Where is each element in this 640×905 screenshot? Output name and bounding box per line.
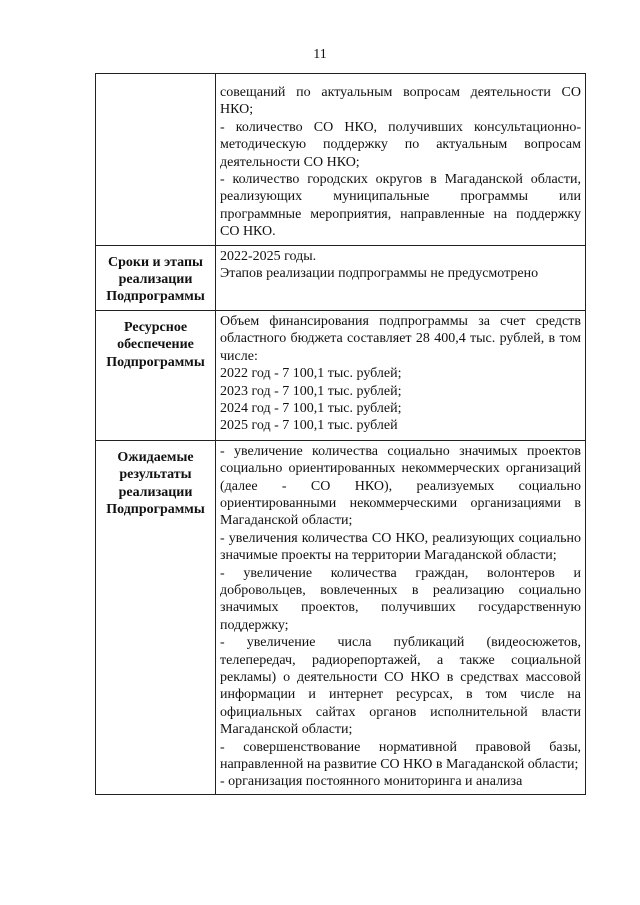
row-content-cell [216, 74, 586, 246]
passport-table [95, 73, 586, 795]
text-paragraph: 2022 год - 7 100,1 тыс. рублей; [220, 366, 402, 382]
row-label-cell: Ожидаемые результаты реализации Подпрограммы [96, 440, 216, 794]
text-paragraph: 2024 год - 7 100,1 тыс. рублей; [220, 400, 402, 416]
text-paragraph: - организация постоянного мониторинга и анализа [220, 774, 523, 790]
row-content-cell [216, 310, 586, 440]
row-content-cell [216, 440, 586, 794]
text-paragraph: - увеличение числа публикаций (видеосюжетов, телепередач, радиорепортажей, а также социальной рекламы) о деятельности СО НКО в средствах массовой информации и интернет ресурсах, в том числе на официальных сайтах органов исполнительной власти Магаданской области; [220, 635, 581, 738]
row-content-cell [216, 245, 586, 310]
page-number: 11 [313, 47, 327, 62]
table-row [96, 440, 586, 794]
row-label-cell: Сроки и этапы реализации Подпрограммы [96, 245, 216, 310]
text-paragraph: 2023 год - 7 100,1 тыс. рублей; [220, 383, 402, 399]
table-row [96, 74, 586, 246]
text-paragraph: 2025 год - 7 100,1 тыс. рублей [220, 418, 398, 434]
row-label-cell [96, 74, 216, 246]
text-paragraph: - увеличение количества социально значимых проектов социально ориентированных некоммерческих организаций (далее - СО НКО), реализуемых социально ориентированными некоммерческими организациями в Магаданской области; [220, 443, 581, 529]
text-paragraph: - совершенствование нормативной правовой базы, направленной на развитие СО НКО в Магаданской области; [220, 739, 581, 773]
text-paragraph: 2022-2025 годы. [220, 248, 317, 264]
text-paragraph: Объем финансирования подпрограммы за счет средств областного бюджета составляет 28 400,4 тыс. рублей, в том числе: [220, 313, 581, 364]
text-paragraph: - увеличение количества граждан, волонтеров и добровольцев, вовлеченных в реализацию социально значимых проектов, получивших государственную поддержку; [220, 565, 581, 633]
text-paragraph: совещаний по актуальным вопросам деятельности СО НКО; [220, 85, 581, 118]
table-row [96, 245, 586, 310]
text-paragraph: - количество городских округов в Магаданской области, реализующих муниципальные программы или программные мероприятия, направленные на поддержку СО НКО. [220, 172, 581, 240]
text-paragraph: - количество СО НКО, получивших консультационно-методическую поддержку по актуальным вопросам деятельности СО НКО; [220, 119, 581, 170]
row-label-cell: Ресурсное обеспечение Подпрограммы [96, 310, 216, 440]
text-paragraph: Этапов реализации подпрограммы не предусмотрено [220, 266, 539, 282]
text-paragraph: - увеличения количества СО НКО, реализующих социально значимые проекты на территории Магаданской области; [220, 530, 581, 564]
table-row [96, 310, 586, 440]
